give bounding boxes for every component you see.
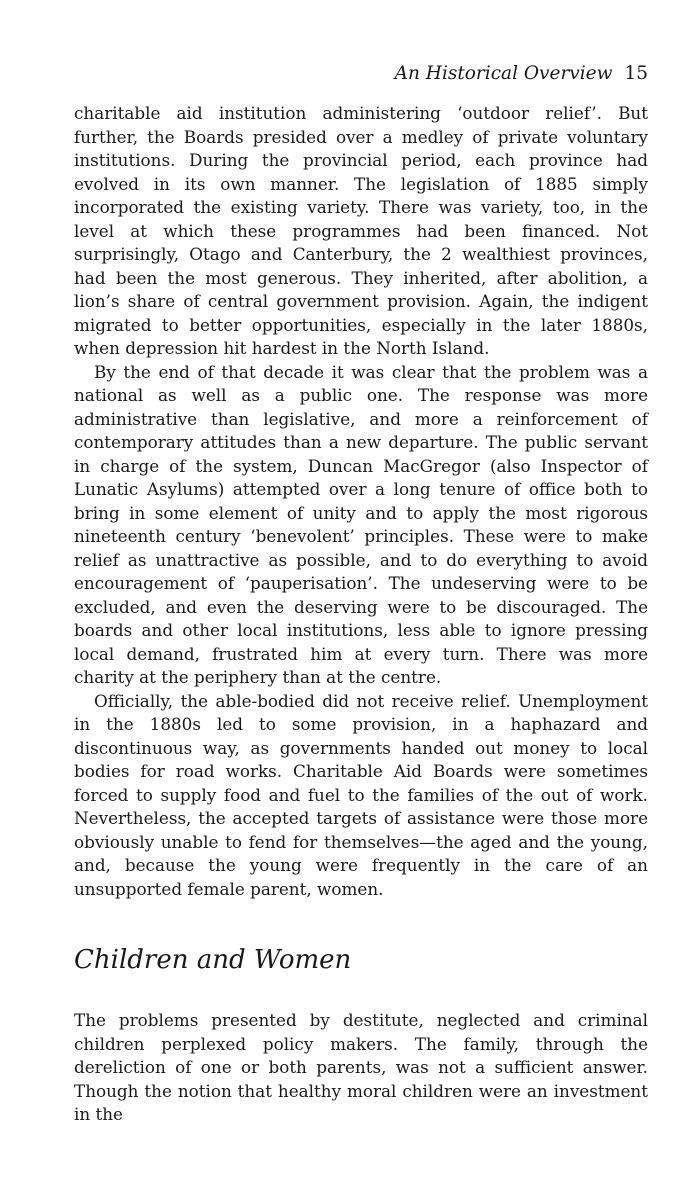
running-title: An Historical Overview [394,63,613,84]
running-head [395,62,648,86]
paragraph-continued: charitable aid institution administering ‘outdoor relief’. But further, the Boards presided over a medley of private voluntary institutions. During the provincial period, each province had evolved in its own manner. The legislation of 1885 simply incorporated the existing variety. There was variety, too, in the level at which these programmes had been financed. Not surprisingly, Otago and Canterbury, the 2 wealthiest provinces, had been the most generous. They inherited, after abolition, a lion’s share of central government provision. Again, the indigent migrated to better opportunities, especially in the later 1880s, when depression hit hardest in the North Island. [74,103,648,358]
paragraph: By the end of that decade it was clear that the problem was a national as well as a public one. The response was more administrative than legislative, and more a reinforcement of contemporary attitudes than a new departure. The public servant in charge of the system, Duncan MacGregor (also Inspector of Lunatic Asylums) attempted over a long tenure of office both to bring in some element of unity and to apply the most rigorous nineteenth century ‘benevolent’ principles. These were to make relief as unattractive as possible, and to do everything to avoid encouragement of ‘pauperisation’. The undeserving were to be excluded, and even the deserving were to be discouraged. The boards and other local institutions, less able to ignore pressing local demand, frustrated him at every turn. There was more charity at the periphery than at the centre. [74,361,648,687]
paragraph: Officially, the able-bodied did not receive relief. Unemployment in the 1880s led to some provision, in a haphazard and discontinuous way, as governments handed out money to local bodies for road works. Charitable Aid Boards were sometimes forced to supply food and fuel to the families of the out of work. Nevertheless, the accepted targets of assistance were those more obviously unable to fend for themselves—the aged and the young, and, because the young were frequently in the care of an unsupported female parent, women. [74,690,648,899]
page-number: 15 [624,63,648,84]
section-heading: Children and Women [74,945,352,975]
body-text [74,102,648,1127]
section-paragraph: The problems presented by destitute, neglected and criminal children perplexed policy makers. The family, through the dereliction of one or both parents, was not a sufficient answer. Though the notion that healthy moral children were an investment in the [74,1010,648,1124]
